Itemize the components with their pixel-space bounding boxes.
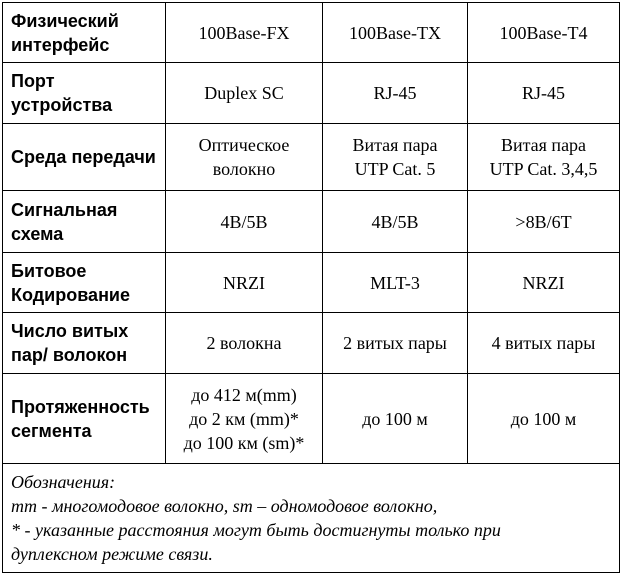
table-cell — [166, 124, 323, 191]
table-cell — [166, 63, 323, 124]
row-header-line: Протяженность — [11, 396, 150, 417]
table-cell — [468, 191, 620, 253]
row-header-line: Кодирование — [11, 284, 131, 305]
table-cell — [468, 253, 620, 313]
row-header — [3, 63, 166, 124]
cell-line: Duplex SC — [204, 83, 284, 103]
table-cell — [323, 374, 468, 464]
table-row — [3, 253, 620, 313]
row-header — [3, 313, 166, 374]
cell-line: Витая пара — [500, 135, 587, 155]
table-cell — [323, 253, 468, 313]
table-cell — [323, 63, 468, 124]
row-header — [3, 374, 166, 464]
cell-line: 100Base-FX — [198, 22, 290, 43]
ethernet-spec-table — [2, 2, 620, 573]
cell-line: 2 волокна — [206, 333, 282, 353]
table-cell — [468, 3, 620, 63]
table-body — [3, 3, 620, 573]
cell-line: NRZI — [223, 272, 265, 293]
cell-line: волокно — [212, 159, 276, 179]
cell-line: 2 витых пары — [343, 333, 447, 353]
table-cell — [468, 63, 620, 124]
row-header-line: интерфейс — [11, 34, 110, 55]
table-cell — [468, 313, 620, 374]
row-header-line: Сигнальная — [11, 199, 118, 220]
cell-line: RJ-45 — [521, 83, 565, 103]
cell-line: NRZI — [522, 272, 565, 293]
footnote-line: mm - многомодовое волокно, sm – одномодовое волокно, — [11, 496, 438, 516]
footnote-line: * - указанные расстояния могут быть достигнуты только при — [11, 520, 501, 540]
cell-line: Витая пара — [352, 135, 438, 155]
cell-line: 4 витых пары — [491, 333, 596, 353]
cell-line: до 2 км (mm)* — [189, 408, 299, 429]
footnote-row — [3, 464, 620, 573]
row-header-line: Число витых — [11, 321, 129, 341]
cell-line: Оптическое — [198, 135, 290, 155]
table-row — [3, 374, 620, 464]
table-cell — [468, 374, 620, 464]
cell-line: UTP Cat. 5 — [354, 159, 436, 179]
table-row — [3, 191, 620, 253]
table-cell — [468, 124, 620, 191]
row-header — [3, 124, 166, 191]
row-header-line: устройства — [11, 95, 113, 115]
row-header-line: схема — [11, 223, 64, 244]
table-row — [3, 3, 620, 63]
table-cell — [323, 313, 468, 374]
cell-line: >8B/6T — [515, 211, 572, 232]
row-header-line: Порт — [11, 71, 55, 91]
cell-line: до 100 м — [362, 408, 428, 429]
cell-line: до 412 м(mm) — [191, 384, 297, 405]
table-cell — [323, 3, 468, 63]
row-header-line: Битовое — [11, 260, 87, 281]
cell-line: UTP Cat. 3,4,5 — [489, 159, 598, 179]
table-cell — [166, 313, 323, 374]
cell-line: 100Base-T4 — [499, 22, 588, 43]
footnote-line: дуплексном режиме связи. — [11, 544, 213, 564]
cell-line: 4B/5B — [371, 211, 419, 232]
row-header-line: пар/ волокон — [11, 345, 128, 365]
cell-line: MLT-3 — [370, 272, 420, 293]
table-row — [3, 124, 620, 191]
table-row — [3, 313, 620, 374]
footnote-line: Обозначения: — [11, 472, 116, 492]
table-row — [3, 63, 620, 124]
cell-line: RJ-45 — [373, 83, 417, 103]
row-header — [3, 191, 166, 253]
row-header-line: сегмента — [11, 420, 92, 441]
row-header-line: Физический — [11, 10, 119, 31]
footnote — [3, 464, 620, 573]
cell-line: до 100 км (sm)* — [183, 432, 305, 453]
row-header — [3, 253, 166, 313]
row-header-line: Среда передачи — [11, 147, 156, 167]
cell-line: до 100 м — [510, 408, 577, 429]
table-cell — [323, 124, 468, 191]
table-cell — [323, 191, 468, 253]
table-cell — [166, 3, 323, 63]
row-header — [3, 3, 166, 63]
cell-line: 4B/5B — [220, 211, 268, 232]
table-cell — [166, 374, 323, 464]
table-cell — [166, 253, 323, 313]
cell-line: 100Base-TX — [349, 22, 441, 43]
table-cell — [166, 191, 323, 253]
